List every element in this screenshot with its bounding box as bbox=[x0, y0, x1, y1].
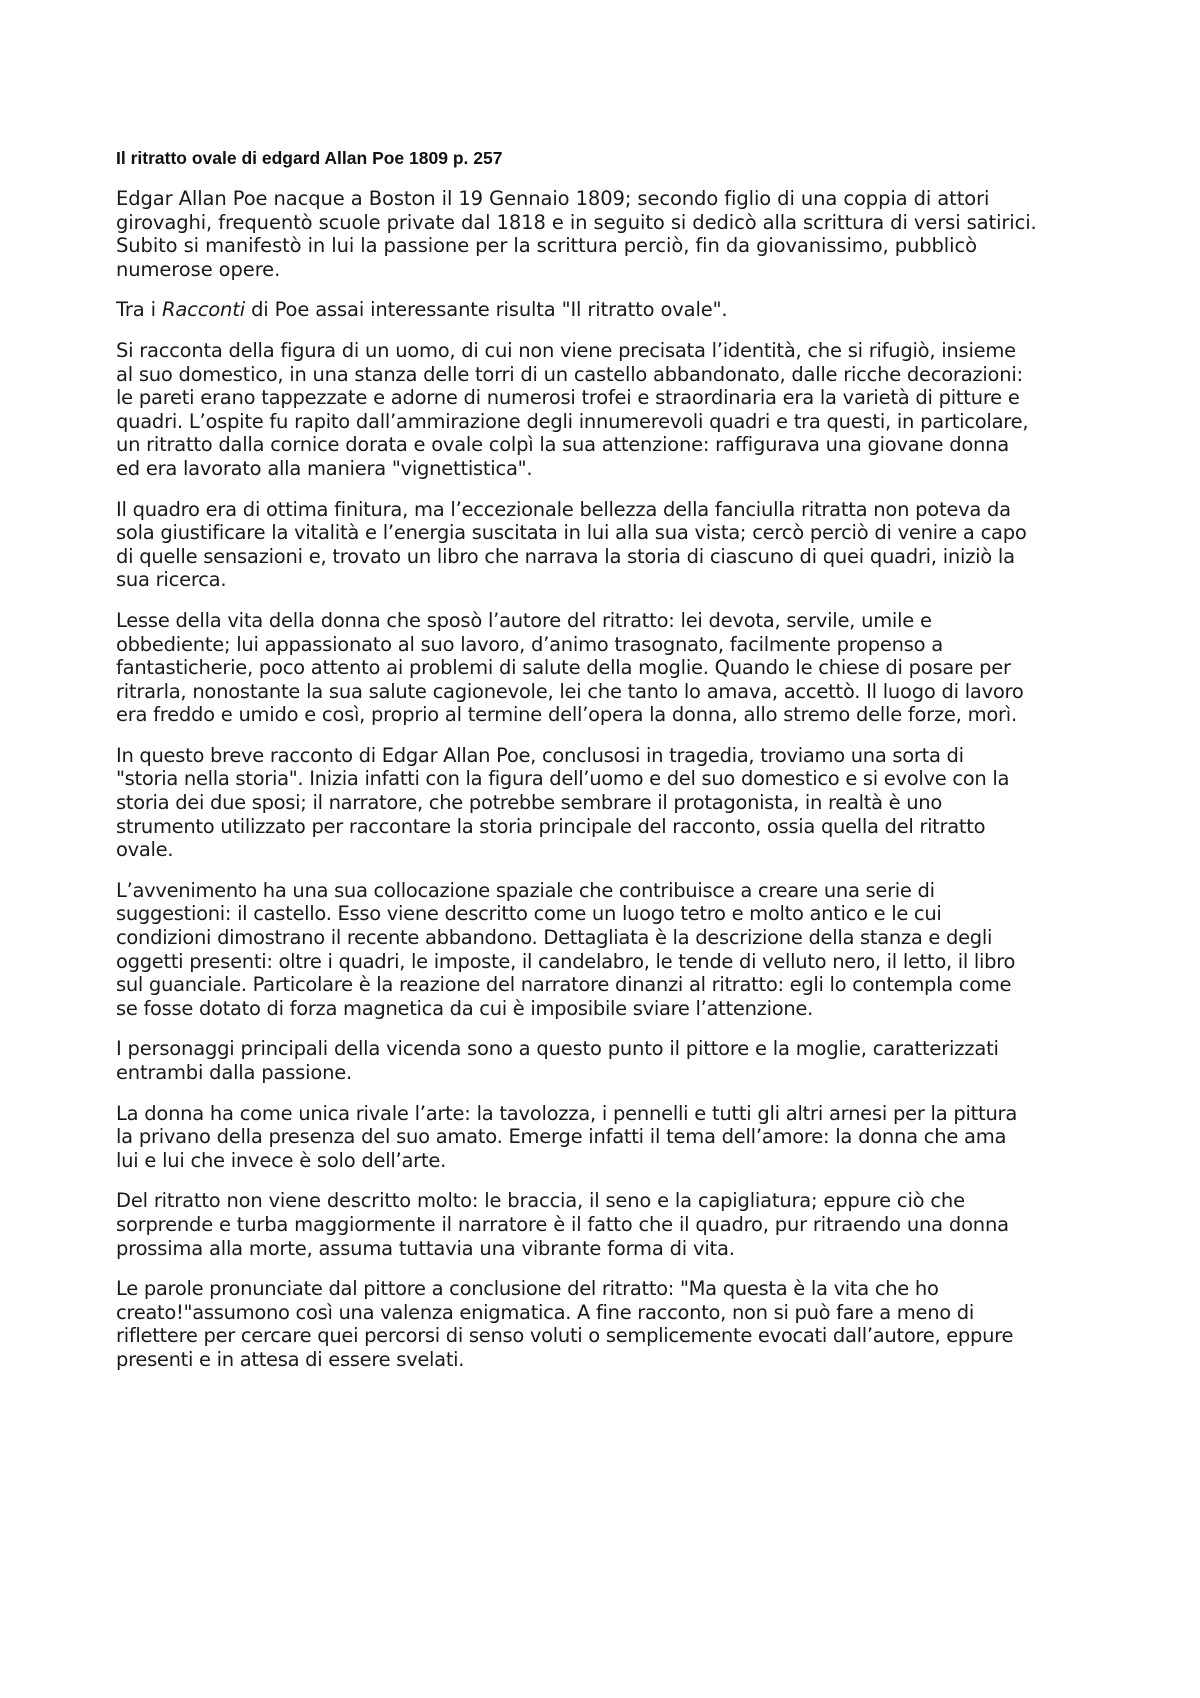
text-line: girovaghi, frequentò scuole private dal 1818 e in seguito si dedicò alla scrittura di versi satirici. bbox=[116, 210, 1037, 234]
paragraph-structure bbox=[116, 744, 1096, 862]
text-line: di quelle sensazioni e, trovato un libro che narrava la storia di ciascuno di quei quadri, iniziò la bbox=[116, 544, 1015, 568]
text-line: ovale. bbox=[116, 838, 174, 862]
paragraph-conclusion bbox=[116, 1277, 1096, 1371]
paragraph-portrait bbox=[116, 1189, 1096, 1260]
text-line: Edgar Allan Poe nacque a Boston il 19 Gennaio 1809; secondo figlio di una coppia di attori bbox=[116, 187, 990, 210]
text-line: Subito si manifestò in lui la passione per la scrittura perciò, fin da giovanissimo, pubblicò bbox=[116, 234, 977, 258]
text-segment: di Poe assai interessante risulta "Il ritratto ovale". bbox=[245, 298, 728, 322]
paragraph-rival-art bbox=[116, 1102, 1096, 1173]
text-line: la privano della presenza del suo amato. Emerge infatti il tema dell’amore: la donna che ama bbox=[116, 1125, 1007, 1149]
italic-title: Racconti bbox=[161, 298, 246, 322]
text-line: al suo domestico, in una stanza delle torri di un castello abbandonato, dalle ricche decorazioni: bbox=[116, 362, 1023, 386]
text-line: quadri. L’ospite fu rapito dall’ammirazione degli innumerevoli quadri e tra questi, in particolare, bbox=[116, 409, 1029, 433]
text-line: se fosse dotato di forza magnetica da cui è imposibile sviare l’attenzione. bbox=[116, 996, 813, 1020]
text-line: prossima alla morte, assuma tuttavia una vibrante forma di vita. bbox=[116, 1236, 735, 1260]
text-line: Il quadro era di ottima finitura, ma l’eccezionale bellezza della fanciulla ritratta non poteva da bbox=[116, 497, 1011, 521]
text-line: Lesse della vita della donna che sposò l’autore del ritratto: lei devota, servile, umile e bbox=[116, 608, 932, 632]
text-line: sul guanciale. Particolare è la reazione del narratore dinanzi al ritratto: egli lo contempla come bbox=[116, 973, 1012, 997]
text-line: suggestioni: il castello. Esso viene descritto come un luogo tetro e molto antico e le cui bbox=[116, 902, 942, 926]
text-line: Del ritratto non viene descritto molto: le braccia, il seno e la capigliatura; eppure ciò che bbox=[116, 1189, 965, 1213]
text-line: fantasticherie, poco attento ai problemi di salute della moglie. Quando le chiese di posare per bbox=[116, 656, 1011, 680]
text-line: "storia nella storia". Inizia infatti con la figura dell’uomo e del suo domestico e si evolve con la bbox=[116, 767, 1010, 791]
text-line: entrambi dalla passione. bbox=[116, 1061, 353, 1084]
text-line: numerose opere. bbox=[116, 257, 281, 281]
paragraph-characters bbox=[116, 1037, 1096, 1084]
text-line: strumento utilizzato per raccontare la storia principale del racconto, ossia quella del ritratto bbox=[116, 814, 986, 838]
text-line: ritrarla, nonostante la sua salute cagionevole, lei che tanto lo amava, accettò. Il luogo di lavoro bbox=[116, 679, 1024, 703]
text-line: sua ricerca. bbox=[116, 568, 227, 592]
text-line: obbediente; lui appassionato al suo lavoro, d’animo trasognato, facilmente propenso a bbox=[116, 632, 943, 656]
text-line: I personaggi principali della vicenda sono a questo punto il pittore e la moglie, caratterizzati bbox=[116, 1037, 999, 1061]
paragraph-plot bbox=[116, 339, 1096, 481]
text-line: presenti e in attesa di essere svelati. bbox=[116, 1347, 465, 1371]
text-line: un ritratto dalla cornice dorata e ovale colpì la sua attenzione: raffigurava una giovane donna bbox=[116, 433, 1009, 457]
document-body bbox=[116, 146, 1096, 1389]
text-line: lui e lui che invece è solo dell’arte. bbox=[116, 1148, 447, 1172]
text-line: sorprende e turba maggiormente il narratore è il fatto che il quadro, pur ritraendo una donna bbox=[116, 1212, 1009, 1236]
text-line: L’avvenimento ha una sua collocazione spaziale che contribuisce a creare una serie di bbox=[116, 878, 935, 902]
text-segment: Tra i bbox=[116, 298, 162, 322]
text-line: In questo breve racconto di Edgar Allan Poe, conclusosi in tragedia, troviamo una sorta di bbox=[116, 743, 964, 767]
text-line: riflettere per cercare quei percorsi di senso voluti o semplicemente evocati dall’autore, eppure bbox=[116, 1324, 1014, 1348]
text-line bbox=[116, 298, 1096, 322]
paragraph-wife bbox=[116, 609, 1096, 727]
paragraph-racconti bbox=[116, 298, 1096, 322]
text-line: oggetti presenti: oltre i quadri, le imposte, il candelabro, le tende di velluto nero, il letto, il libro bbox=[116, 949, 1016, 973]
text-line: sola giustificare la vitalità e l’energia suscitata in lui alla sua vista; cercò perciò di venire a capo bbox=[116, 521, 1027, 545]
paragraph-painting bbox=[116, 498, 1096, 592]
text-line: Le parole pronunciate dal pittore a conclusione del ritratto: "Ma questa è la vita che ho bbox=[116, 1277, 939, 1301]
paragraph-biography bbox=[116, 187, 1096, 281]
text-line: La donna ha come unica rivale l’arte: la tavolozza, i pennelli e tutti gli altri arnesi per la pittura bbox=[116, 1101, 1018, 1125]
text-line: le pareti erano tappezzate e adorne di numerosi trofei e straordinaria era la varietà di pitture e bbox=[116, 386, 1020, 410]
document-title: Il ritratto ovale di edgard Allan Poe 1809 p. 257 bbox=[116, 148, 503, 168]
text-line: condizioni dimostrano il recente abbandono. Dettagliata è la descrizione della stanza e degli bbox=[116, 926, 993, 950]
text-line: ed era lavorato alla maniera "vignettistica". bbox=[116, 456, 533, 480]
text-line: Si racconta della figura di un uomo, di cui non viene precisata l’identità, che si rifugiò, insieme bbox=[116, 338, 1016, 362]
text-line: storia dei due sposi; il narratore, che potrebbe sembrare il protagonista, in realtà è uno bbox=[116, 791, 942, 815]
text-line: era freddo e umido e così, proprio al termine dell’opera la donna, allo stremo delle forze, morì. bbox=[116, 703, 1017, 727]
text-line: creato!"assumono così una valenza enigmatica. A fine racconto, non si può fare a meno di bbox=[116, 1300, 974, 1324]
paragraph-setting bbox=[116, 879, 1096, 1021]
